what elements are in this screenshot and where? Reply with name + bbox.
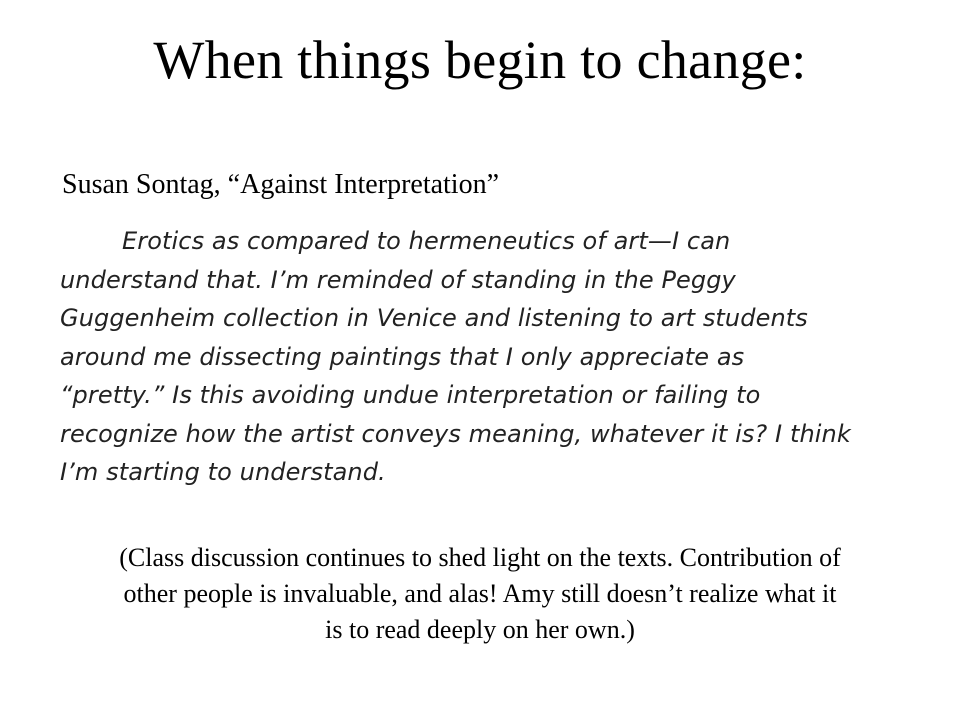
quote-line [60,222,932,261]
quote-source: Susan Sontag, “Against Interpretation” [62,169,500,200]
note-line: (Class discussion continues to shed light on the texts. Contribution of [119,543,841,572]
quote-line: “pretty.” Is this avoiding undue interpretation or failing to [60,381,761,409]
note-line: other people is invaluable, and alas! Amy still doesn’t realize what it [123,579,837,608]
class-discussion-note [0,540,960,648]
quote-line-text: Erotics as compared to hermeneutics of art—I can [122,227,731,255]
handwritten-quote [60,222,932,492]
note-line: is to read deeply on her own.) [325,615,635,644]
quote-line: around me dissecting paintings that I only appreciate as [60,342,745,371]
quote-line: understand that. I’m reminded of standing in the Peggy [60,265,736,294]
quote-line: I’m starting to understand. [60,458,386,486]
quote-line: Guggenheim collection in Venice and listening to art students [60,304,808,332]
quote-line: recognize how the artist conveys meaning, whatever it is? I think [60,419,851,448]
slide-title: When things begin to change: [153,30,807,90]
